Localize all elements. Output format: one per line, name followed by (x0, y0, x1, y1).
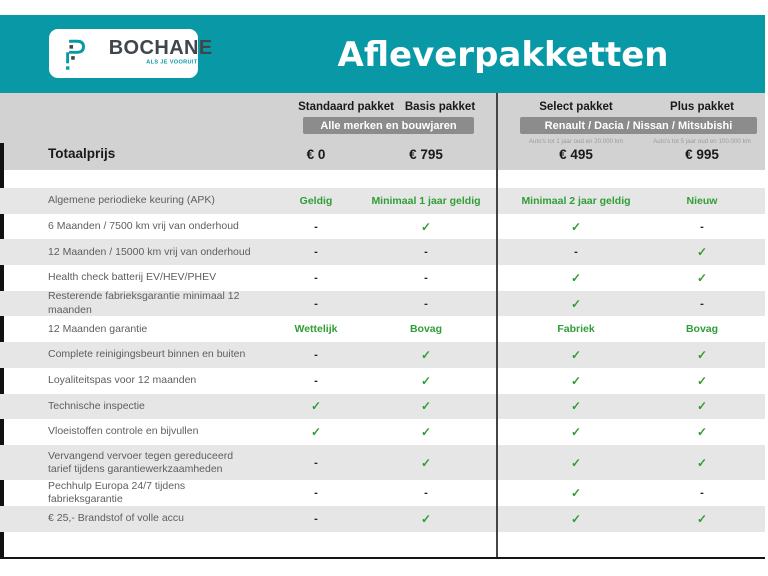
not-included-dash: - (424, 487, 428, 500)
feature-row (0, 291, 765, 317)
check-icon: ✓ (420, 399, 432, 414)
feature-label-text: Resterende fabrieksgarantie minimaal 12 maanden (48, 290, 240, 316)
group-badge-renault-dacia-nissan-mitsubishi: Renault / Dacia / Nissan / Mitsubishi (520, 117, 757, 134)
feature-value-cell (504, 425, 648, 439)
check-icon: ✓ (696, 399, 708, 414)
not-included-dash: - (314, 456, 318, 469)
feature-value-cell (371, 425, 481, 439)
not-included-dash: - (424, 297, 428, 310)
brand-name: BOCHANE (108, 36, 213, 59)
feature-label (0, 512, 261, 525)
feature-value-text: Bovag (685, 323, 719, 336)
feature-row (0, 445, 765, 481)
feature-value-cell (261, 375, 371, 387)
check-icon: ✓ (420, 455, 432, 470)
feature-value-cell (371, 374, 481, 388)
feature-value-cell (371, 272, 481, 284)
feature-value-cell (261, 399, 371, 413)
check-icon: ✓ (310, 399, 322, 414)
feature-value-text: Minimaal 1 jaar geldig (371, 194, 481, 207)
check-icon: ✓ (696, 347, 708, 362)
feature-row (0, 316, 765, 342)
feature-label (0, 348, 261, 361)
check-icon: ✓ (696, 425, 708, 440)
feature-value-cell (504, 195, 648, 207)
feature-value-text: Wettelijk (294, 323, 338, 336)
feature-label-text: 12 Maanden / 15000 km vrij van onderhoud (48, 245, 251, 258)
feature-value-cell (371, 195, 481, 207)
feature-label (0, 271, 261, 284)
feature-value-cell (504, 297, 648, 311)
feature-label (0, 450, 261, 476)
not-included-dash: - (314, 246, 318, 259)
check-icon: ✓ (570, 511, 582, 526)
feature-value-cell (648, 399, 756, 413)
feature-value-cell (648, 323, 756, 335)
feature-value-cell (648, 195, 756, 207)
header-banner (0, 15, 765, 93)
check-icon: ✓ (696, 455, 708, 470)
group-badge-all-brands: Alle merken en bouwjaren (303, 117, 474, 134)
price-basis: € 795 (409, 146, 443, 162)
feature-value-cell (371, 512, 481, 526)
check-icon: ✓ (420, 511, 432, 526)
not-included-dash: - (424, 246, 428, 259)
check-icon: ✓ (570, 373, 582, 388)
not-included-dash: - (700, 487, 704, 500)
table-header-band (0, 93, 765, 170)
feature-value-cell (648, 298, 756, 310)
feature-value-cell (648, 512, 756, 526)
package-group-divider (496, 93, 498, 558)
feature-label (0, 425, 261, 438)
not-included-dash: - (574, 246, 578, 259)
feature-value-cell (371, 298, 481, 310)
feature-value-text: Fabriek (557, 323, 595, 336)
feature-value-cell (648, 487, 756, 499)
price-select: € 495 (559, 146, 593, 162)
not-included-dash: - (314, 512, 318, 525)
total-price-label: Totaalprijs (48, 146, 116, 161)
column-header-select: Select pakket (539, 100, 613, 113)
check-icon: ✓ (570, 270, 582, 285)
check-icon: ✓ (570, 347, 582, 362)
not-included-dash: - (424, 271, 428, 284)
not-included-dash: - (700, 297, 704, 310)
feature-value-cell (261, 425, 371, 439)
feature-label (0, 220, 261, 233)
check-icon: ✓ (696, 511, 708, 526)
feature-value-cell (261, 298, 371, 310)
feature-value-cell (648, 425, 756, 439)
feature-value-cell (504, 271, 648, 285)
feature-value-cell (504, 374, 648, 388)
not-included-dash: - (314, 348, 318, 361)
column-note-plus: Auto's tot 5 jaar oud en 100.000 km (653, 137, 751, 145)
feature-table-body (0, 188, 765, 532)
feature-label-text: 12 Maanden garantie (48, 322, 148, 335)
feature-label-text: Health check batterij EV/HEV/PHEV (48, 271, 217, 284)
feature-value-text: Minimaal 2 jaar geldig (521, 194, 631, 207)
not-included-dash: - (314, 220, 318, 233)
feature-row (0, 342, 765, 368)
column-header-standaard: Standaard pakket (298, 100, 394, 113)
column-note-select: Auto's tot 1 jaar oud en 20.000 km (528, 137, 624, 145)
feature-label (0, 400, 261, 413)
feature-row (0, 214, 765, 240)
feature-value-cell (371, 220, 481, 234)
check-icon: ✓ (696, 245, 708, 260)
check-icon: ✓ (570, 296, 582, 311)
check-icon: ✓ (570, 455, 582, 470)
check-icon: ✓ (570, 219, 582, 234)
feature-label-text: 6 Maanden / 7500 km vrij van onderhoud (48, 219, 239, 232)
feature-value-cell (371, 456, 481, 470)
feature-label-text: Technische inspectie (48, 399, 145, 412)
feature-value-cell (371, 246, 481, 258)
feature-value-cell (371, 323, 481, 335)
bottom-rule (0, 557, 765, 559)
feature-value-cell (504, 348, 648, 362)
feature-row (0, 239, 765, 265)
feature-value-cell (648, 456, 756, 470)
not-included-dash: - (314, 487, 318, 500)
feature-value-cell (261, 221, 371, 233)
feature-value-cell (261, 246, 371, 258)
feature-value-cell (648, 348, 756, 362)
check-icon: ✓ (696, 373, 708, 388)
feature-label-text: Complete reinigingsbeurt binnen en buiten (48, 348, 246, 361)
feature-value-cell (648, 374, 756, 388)
check-icon: ✓ (420, 373, 432, 388)
bochane-logo (49, 29, 213, 78)
page-title: Afleverpakketten (337, 35, 669, 75)
check-icon: ✓ (570, 399, 582, 414)
feature-label-text: Vervangend vervoer tegen gereduceerd tarief tijdens garantiewerkzaamheden (48, 449, 234, 475)
feature-label-text: Algemene periodieke keuring (APK) (48, 194, 215, 207)
feature-label (0, 194, 261, 207)
not-included-dash: - (700, 220, 704, 233)
check-icon: ✓ (570, 425, 582, 440)
feature-row (0, 394, 765, 420)
feature-label (0, 374, 261, 387)
feature-label (0, 290, 261, 316)
feature-label (0, 323, 261, 336)
feature-value-cell (648, 245, 756, 259)
feature-value-text: Bovag (409, 323, 443, 336)
feature-row (0, 188, 765, 214)
feature-row (0, 480, 765, 506)
feature-label-text: Vloeistoffen controle en bijvullen (48, 425, 199, 438)
price-standaard: € 0 (306, 146, 326, 162)
feature-row (0, 368, 765, 394)
feature-value-cell (504, 399, 648, 413)
check-icon: ✓ (696, 270, 708, 285)
left-edge-strip-top (0, 143, 4, 188)
check-icon: ✓ (310, 425, 322, 440)
feature-value-cell (504, 512, 648, 526)
feature-label-text: Loyaliteitspas voor 12 maanden (48, 374, 197, 387)
feature-row (0, 506, 765, 532)
check-icon: ✓ (420, 219, 432, 234)
feature-value-text: Geldig (299, 194, 333, 207)
not-included-dash: - (314, 374, 318, 387)
feature-value-cell (648, 221, 756, 233)
feature-value-cell (261, 487, 371, 499)
feature-value-cell (261, 195, 371, 207)
feature-value-cell (504, 486, 648, 500)
feature-value-cell (261, 349, 371, 361)
feature-value-cell (648, 271, 756, 285)
check-icon: ✓ (420, 347, 432, 362)
feature-label (0, 480, 261, 506)
feature-label-text: Pechhulp Europa 24/7 tijdens fabrieksgarantie (48, 480, 186, 506)
feature-value-cell (504, 220, 648, 234)
check-icon: ✓ (570, 486, 582, 501)
feature-value-cell (261, 272, 371, 284)
feature-value-cell (261, 513, 371, 525)
check-icon: ✓ (420, 425, 432, 440)
feature-value-cell (261, 323, 371, 335)
feature-label-text: € 25,- Brandstof of volle accu (48, 512, 184, 525)
column-header-basis: Basis pakket (404, 100, 476, 113)
feature-value-cell (504, 246, 648, 258)
price-plus: € 995 (685, 146, 719, 162)
feature-value-text: Nieuw (686, 194, 718, 207)
feature-row (0, 265, 765, 291)
logo-text (94, 38, 213, 70)
bochane-logo-icon (58, 34, 92, 74)
feature-value-cell (371, 487, 481, 499)
not-included-dash: - (314, 271, 318, 284)
feature-label (0, 246, 261, 259)
feature-value-cell (371, 399, 481, 413)
feature-row (0, 419, 765, 445)
feature-value-cell (261, 457, 371, 469)
brand-tagline: ALS JE VOORUIT WIL. (146, 58, 213, 65)
column-header-plus: Plus pakket (670, 100, 734, 113)
not-included-dash: - (314, 297, 318, 310)
feature-value-cell (504, 456, 648, 470)
feature-value-cell (504, 323, 648, 335)
feature-value-cell (371, 348, 481, 362)
